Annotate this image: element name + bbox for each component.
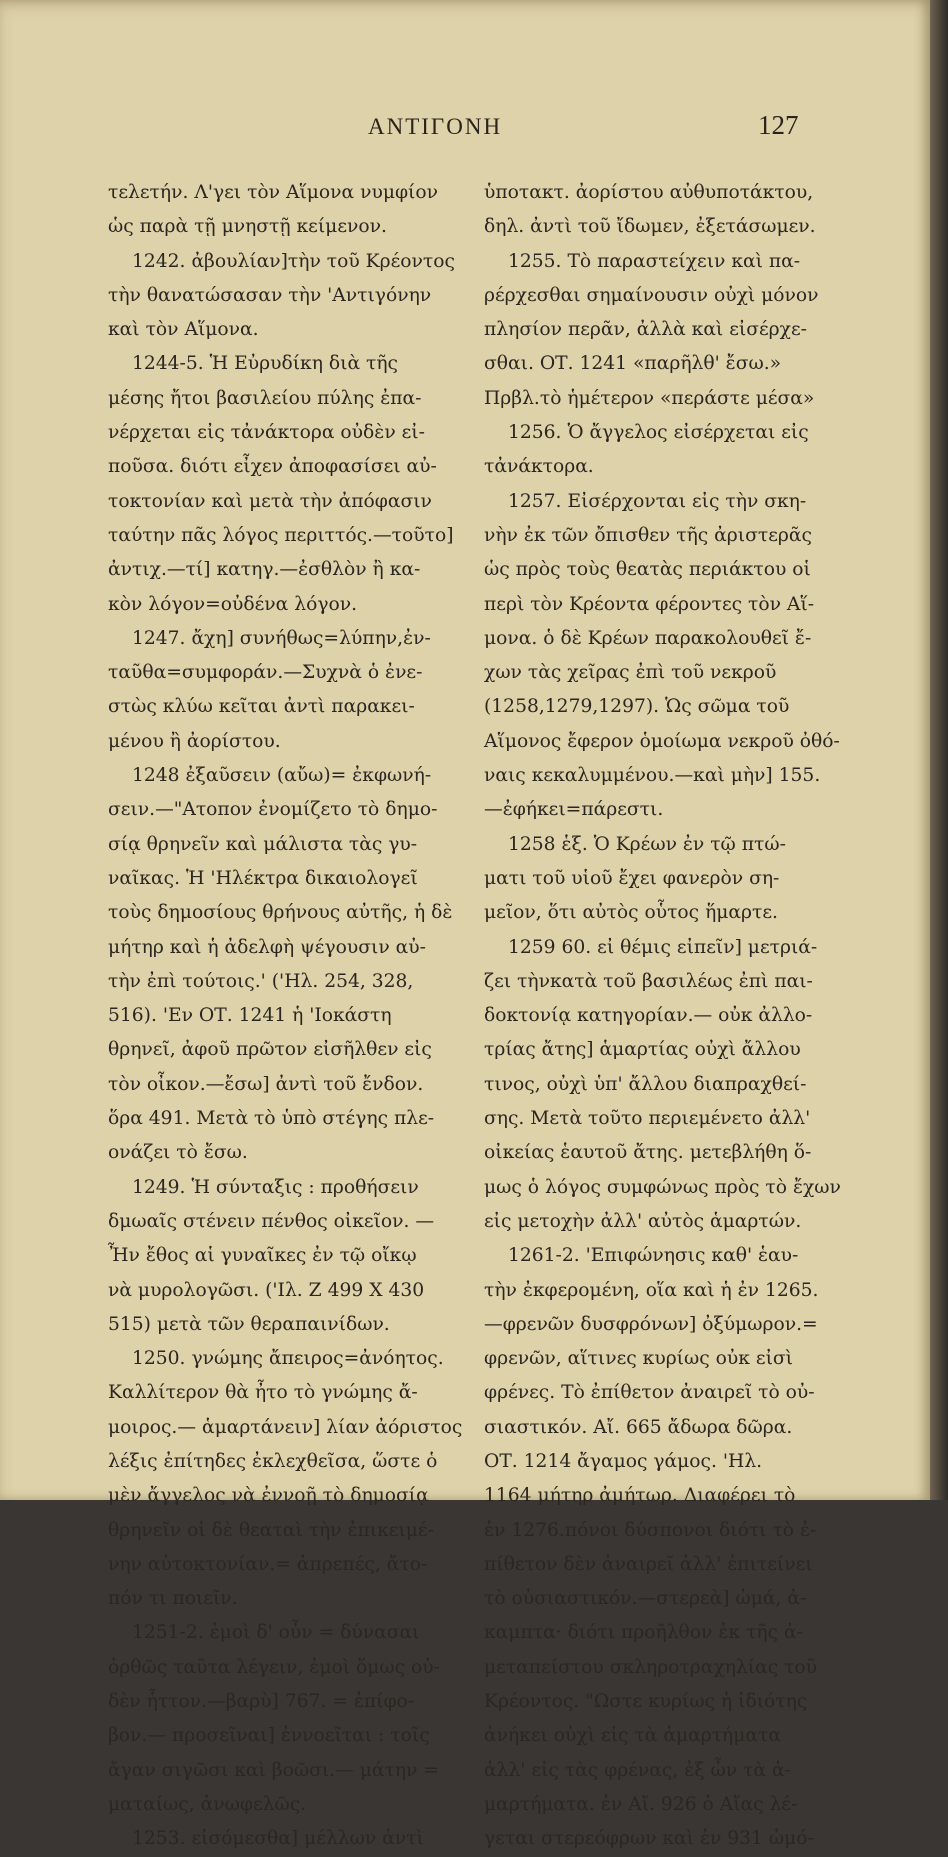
- text-line: μεῖον, ὅτι αὐτὸς οὗτος ἥμαρτε.: [484, 902, 778, 924]
- text-line: ἀντιχ.—τί] κατηγ.—ἐσθλὸν ἢ κα-: [108, 559, 421, 581]
- text-line: γεται στερεόφρων καὶ ἐν 931 ὠμό-: [484, 1828, 814, 1850]
- page-header: [0, 110, 930, 148]
- text-line: τινος, οὐχὶ ὑπ' ἄλλου διαπραχθεί-: [484, 1073, 807, 1095]
- text-line: σειν.—"Ατοπον ἐνομίζετο τὸ δημο-: [108, 799, 438, 821]
- text-line: ὡς παρὰ τῇ μνηστῇ κείμενον.: [108, 216, 387, 238]
- text-line: ναῖκας. Ἡ 'Ηλέκτρα δικαιολογεῖ: [108, 867, 418, 889]
- text-line: μὲν ἄγγελος νὰ ἐννοῇ τὸ δημοσίᾳ: [108, 1485, 429, 1507]
- text-line: 1251-2. ἐμοὶ δ' οὖν = δύνασαι: [132, 1622, 420, 1644]
- text-line: κὸν λόγον=οὐδένα λόγον.: [108, 593, 358, 615]
- text-line: εἰς μετοχὴν ἀλλ' αὐτὸς ἁμαρτών.: [484, 1210, 802, 1232]
- text-line: Ἦν ἔθος αἱ γυναῖκες ἐν τῷ οἴκῳ: [108, 1245, 417, 1267]
- text-line: ἀνήκει οὐχὶ εἰς τὰ ἁμαρτήματα: [484, 1725, 781, 1747]
- text-line: —ἐφήκει=πάρεστι.: [484, 799, 664, 821]
- text-line: τὴν ἐκφερομένη, οἵα καὶ ἡ ἐν 1265.: [484, 1279, 819, 1301]
- text-line: φρένες. Τὸ ἐπίθετον ἀναιρεῖ τὸ οὐ-: [484, 1382, 815, 1404]
- text-line: 1244-5. Ἡ Εὐρυδίκη διὰ τῆς: [132, 353, 399, 375]
- text-line: ρέρχεσθαι σημαίνουσιν οὐχὶ μόνον: [484, 284, 819, 306]
- text-line: ματι τοῦ υἱοῦ ἔχει φανερὸν ση-: [484, 867, 780, 889]
- text-line: νέρχεται εἰς τἀνάκτορα οὐδὲν εἰ-: [108, 422, 425, 444]
- text-line: καμπτα· διότι προῆλθον ἐκ τῆς ἀ-: [484, 1622, 803, 1644]
- text-line: ζει τὴνκατὰ τοῦ βασιλέως ἐπὶ παι-: [484, 970, 813, 992]
- text-line: δηλ. ἀντὶ τοῦ ἴδωμεν, ἐξετάσωμεν.: [484, 216, 816, 238]
- text-line: ἄγαν σιγῶσι καὶ βοῶσι.— μάτην =: [108, 1759, 439, 1781]
- text-line: 1256. Ὁ ἄγγελος εἰσέρχεται εἰς: [508, 422, 809, 444]
- text-line: 1242. ἀβουλίαν]τὴν τοῦ Κρέοντος: [132, 250, 455, 272]
- text-line: Κρέοντος. "Ωστε κυρίως ἡ ἰδιότης: [484, 1691, 808, 1713]
- text-line: τὴν ἐπὶ τούτοις.' ('Ηλ. 254, 328,: [108, 970, 414, 992]
- text-line: μέσης ἤτοι βασιλείου πύλης ἐπα-: [108, 387, 422, 409]
- text-line: δοκτονίᾳ κατηγορίαν.— οὐκ ἀλλο-: [484, 1005, 813, 1027]
- text-line: ποῦσα. διότι εἶχεν ἀποφασίσει αὐ-: [108, 456, 437, 478]
- text-line: ὡς πρὸς τοὺς θεατὰς περιάκτου οἱ: [484, 559, 811, 581]
- text-line: πλησίον περᾶν, ἀλλὰ καὶ εἰσέρχε-: [484, 319, 807, 341]
- text-line: (1258,1279,1297). Ὡς σῶμα τοῦ: [484, 696, 790, 718]
- text-line: ἀλλ' εἰς τὰς φρένας, ἐξ ὧν τὰ ἁ-: [484, 1759, 791, 1781]
- text-line: 516). 'Εν ΟΤ. 1241 ἡ 'Ιοκάστη: [108, 1005, 392, 1027]
- right-column: [484, 176, 841, 1857]
- text-line: τἀνάκτορα.: [484, 456, 594, 478]
- text-line: 1253. εἰσόμεσθα] μέλλων ἀντὶ: [132, 1828, 424, 1850]
- text-line: 1249. Ἡ σύνταξις : προθήσειν: [132, 1176, 419, 1198]
- text-line: Καλλίτερον θὰ ἦτο τὸ γνώμης ἄ-: [108, 1382, 418, 1404]
- text-line: 1255. Τὸ παραστείχειν καὶ πα-: [508, 250, 801, 272]
- text-line: μως ὁ λόγος συμφώνως πρὸς τὸ ἔχων: [484, 1176, 841, 1198]
- text-line: θρηνεῖ, ἀφοῦ πρῶτον εἰσῆλθεν εἰς: [108, 1039, 432, 1061]
- text-line: τοκτονίαν καὶ μετὰ τὴν ἀπόφασιν: [108, 490, 432, 512]
- text-line: καὶ τὸν Αἵμονα.: [108, 319, 259, 341]
- text-line: 1259 60. εἰ θέμις εἰπεῖν] μετριά-: [508, 936, 818, 958]
- text-line: οἰκείας ἑαυτοῦ ἄτης. μετεβλήθη ὅ-: [484, 1142, 812, 1164]
- text-line: 1261-2. 'Επιφώνησις καθ' ἑαυ-: [508, 1245, 799, 1267]
- text-line: 1247. ἄχη] συνήθως=λύπην,ἐν-: [132, 627, 431, 649]
- running-title: ΑΝΤΙΓΟΝΗ: [368, 114, 503, 139]
- text-line: —φρενῶν δυσφρόνων] ὀξύμωρον.=: [484, 1313, 818, 1335]
- text-line: στὼς κλύω κεῖται ἀντὶ παρακει-: [108, 696, 415, 718]
- text-line: δμωαῖς στένειν πένθος οἰκεῖον. —: [108, 1210, 435, 1232]
- text-line: τρίας ἄτης] ἁμαρτίας οὐχὶ ἄλλου: [484, 1039, 801, 1061]
- text-line: ὑποτακτ. ἀορίστου αὐθυποτάκτου,: [484, 182, 814, 203]
- text-line: πόν τι ποιεῖν.: [108, 1588, 238, 1610]
- text-line: χων τὰς χεῖρας ἐπὶ τοῦ νεκροῦ: [484, 662, 777, 684]
- text-line: ὅρα 491. Μετὰ τὸ ὑπὸ στέγης πλε-: [108, 1108, 435, 1130]
- text-line: μεταπείστου σκληροτραχηλίας τοῦ: [484, 1656, 818, 1678]
- text-line: σης. Μετὰ τοῦτο περιεμένετο ἀλλ': [484, 1108, 811, 1130]
- page-number: 127: [758, 110, 799, 140]
- left-column: [108, 176, 463, 1857]
- text-line: βον.— προσεῖναι] ἐννοεῖται : τοῖς: [108, 1725, 430, 1747]
- text-line: πίθετον δὲν ἀναιρεῖ ἀλλ' ἐπιτείνει: [484, 1553, 813, 1575]
- text-line: Πρβλ.τὸ ἡμέτερον «περάστε μέσα»: [484, 387, 815, 409]
- text-line: τελετήν. Λ'γει τὸν Αἵμονα νυμφίον: [108, 182, 438, 203]
- text-line: νὴν ἐκ τῶν ὄπισθεν τῆς ἀριστερᾶς: [484, 524, 812, 546]
- text-line: νὰ μυρολογῶσι. ('Ιλ. Ζ 499 Χ 430: [108, 1279, 425, 1301]
- text-line: περὶ τὸν Κρέοντα φέροντες τὸν Αἵ-: [484, 593, 815, 615]
- text-line: τοὺς δημοσίους θρήνους αὐτῆς, ἡ δὲ: [108, 902, 453, 924]
- text-line: μονα. ὁ δὲ Κρέων παρακολουθεῖ ἔ-: [484, 627, 812, 649]
- text-line: μαρτήματα. ἐν Αἴ. 926 ὁ Αἴας λέ-: [484, 1793, 798, 1815]
- page-edge-shadow: [930, 0, 948, 1500]
- text-line: ταῦθα=συμφοράν.—Συχνὰ ὁ ἐνε-: [108, 662, 423, 684]
- text-line: ναις κεκαλυμμένου.—καὶ μὴν] 155.: [484, 765, 821, 787]
- text-line: μοιρος.— ἁμαρτάνειν] λίαν ἀόριστος: [108, 1416, 463, 1438]
- text-line: 1258 ἑξ. Ὁ Κρέων ἐν τῷ πτώ-: [508, 833, 786, 855]
- text-line: τὸν οἶκον.—ἔσω] ἀντὶ τοῦ ἔνδον.: [108, 1073, 424, 1095]
- text-line: σίᾳ θρηνεῖν καὶ μάλιστα τὰς γυ-: [108, 833, 418, 855]
- text-line: ὀρθῶς ταῦτα λέγειν, ἐμοὶ ὅμως οὐ-: [108, 1656, 440, 1678]
- text-line: ἐν 1276.πόνοι δύσπονοι διότι τὸ ἐ-: [484, 1519, 817, 1541]
- text-line: Αἵμονος ἔφερον ὁμοίωμα νεκροῦ ὀθό-: [484, 730, 840, 752]
- text-line: ονάζει τὸ ἔσω.: [108, 1142, 248, 1164]
- text-line: 1164 μήτηρ ἀμήτωρ. Διαφέρει τὸ: [484, 1485, 796, 1507]
- text-line: ταύτην πᾶς λόγος περιττός.—τοῦτο]: [108, 524, 454, 546]
- text-line: λέξις ἐπίτηδες ἐκλεχθεῖσα, ὥστε ὁ: [108, 1450, 438, 1472]
- text-line: 1248 ἐξαῦσειν (αὔω)= ἐκφωνή-: [132, 765, 432, 787]
- text-line: ΟΤ. 1214 ἄγαμος γάμος. 'Ηλ.: [484, 1450, 763, 1472]
- text-line: θρηνεῖν οἱ δὲ θεαταὶ τὴν ἐπικειμέ-: [108, 1519, 434, 1541]
- text-line: μήτηρ καὶ ἡ ἀδελφὴ ψέγουσιν αὐ-: [108, 936, 426, 958]
- text-line: σιαστικόν. Αἴ. 665 ἄδωρα δῶρα.: [484, 1416, 793, 1438]
- text-line: νην αὐτοκτονίαν.= ἀπρεπές, ἄτο-: [108, 1553, 428, 1575]
- text-line: τὸ οὐσιαστικόν.—στερεὰ] ὠμά, ἀ-: [484, 1588, 807, 1610]
- text-line: 515) μετὰ τῶν θεραπαινίδων.: [108, 1313, 390, 1335]
- text-line: μένου ἢ ἀορίστου.: [108, 730, 281, 752]
- text-line: ματαίως, ἀνωφελῶς.: [108, 1793, 307, 1815]
- text-line: 1257. Εἰσέρχονται εἰς τὴν σκη-: [508, 490, 807, 512]
- text-line: σθαι. ΟΤ. 1241 «παρῆλθ' ἔσω.»: [484, 353, 782, 375]
- text-line: φρενῶν, αἵτινες κυρίως οὐκ εἰσὶ: [484, 1348, 793, 1370]
- text-line: 1250. γνώμης ἄπειρος=ἀνόητος.: [132, 1348, 444, 1370]
- text-line: δὲν ἧττον.—βαρὺ] 767. = ἐπίφο-: [108, 1691, 415, 1713]
- text-line: τὴν θανατώσασαν τὴν 'Αντιγόνην: [108, 284, 432, 306]
